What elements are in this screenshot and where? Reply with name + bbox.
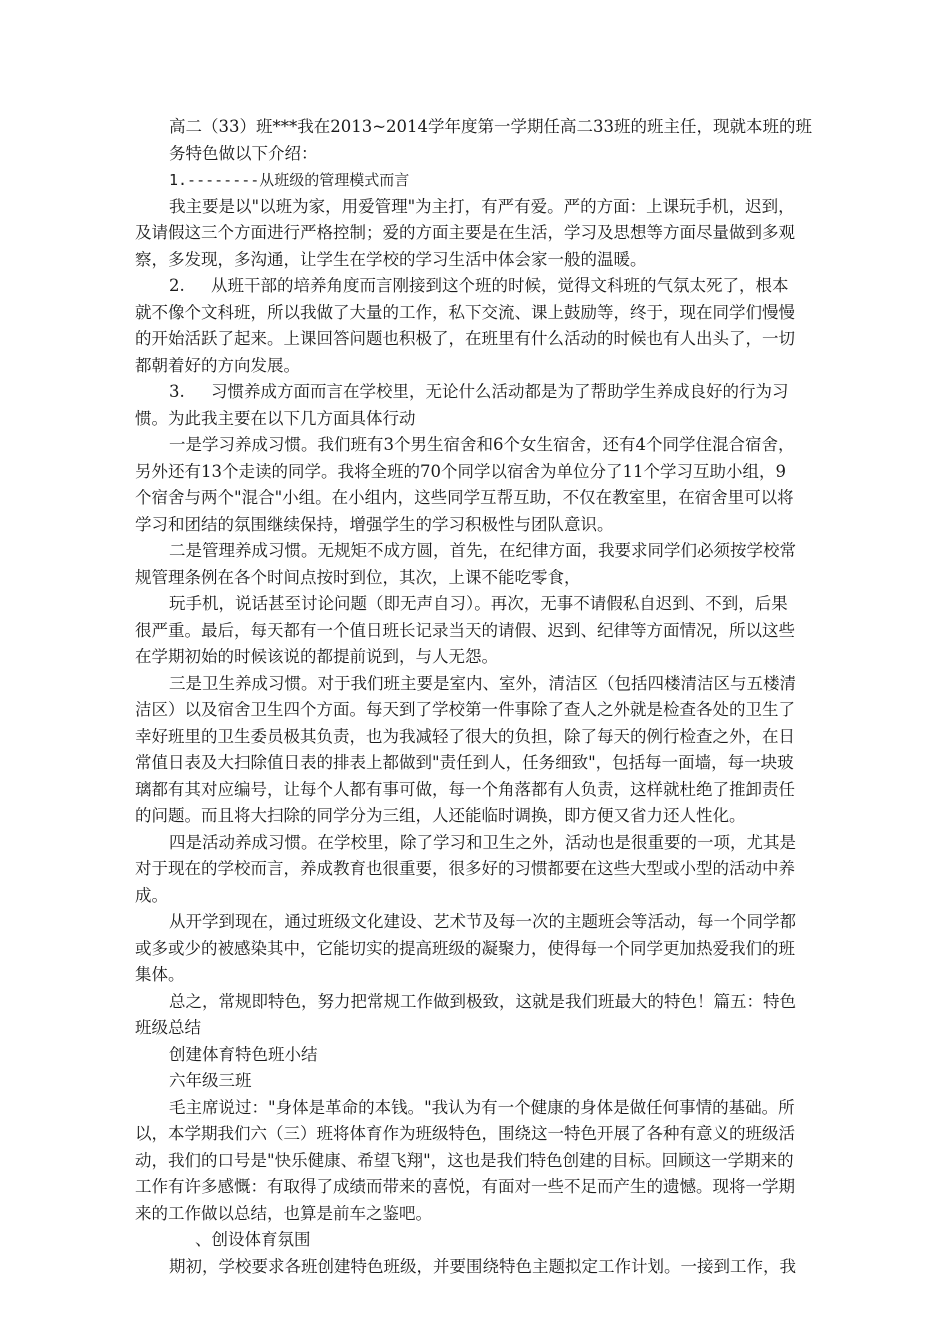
paragraph-line: 另外还有13个走读的同学。我将全班的70个同学以宿舍为单位分了11个学习互助小组，9 xyxy=(135,461,786,481)
paragraph-line: 从开学到现在，通过班级文化建设、艺术节及每一次的主题班会等活动，每一个同学都 xyxy=(169,912,796,931)
class-name: 六年级三班 xyxy=(169,1071,252,1090)
paragraph-line: 都朝着好的方向发展。 xyxy=(135,355,300,375)
paragraph-line: 三是卫生养成习惯。对于我们班主要是室内、室外，清洁区（包括四楼清洁区与五楼清 xyxy=(169,673,796,693)
paragraph-line: 很严重。最后，每天都有一个值日班长记录当天的请假、迟到、纪律等方面情况，所以这些 xyxy=(135,620,795,640)
paragraph-line: 毛主席说过："身体是革命的本钱。"我认为有一个健康的身体是做任何事情的基础。所 xyxy=(169,1097,795,1117)
section-title: 创建体育特色班小结 xyxy=(169,1044,318,1064)
paragraph-line: 四是活动养成习惯。在学校里，除了学习和卫生之外，活动也是很重要的一项，尤其是 xyxy=(169,832,796,852)
paragraph-line: 对于现在的学校而言，养成教育也很重要，很多好的习惯都要在这些大型或小型的活动中养 xyxy=(135,859,795,878)
paragraph-line: 就不像个文科班，所以我做了大量的工作，私下交流、课上鼓励等，终于，现在同学们慢慢 xyxy=(135,302,795,322)
paragraph-line: 务特色做以下介绍： xyxy=(169,143,318,163)
paragraph-line: 学习和团结的氛围继续保持，增强学生的学习积极性与团队意识。 xyxy=(135,514,614,534)
paragraph-line: 或多或少的被感染其中，它能切实的提高班级的凝聚力，使得每一个同学更加热爱我们的班 xyxy=(135,938,795,958)
paragraph-line: 我主要是以"以班为家，用爱管理"为主打，有严有爱。严的方面：上课玩手机，迟到， xyxy=(169,196,795,216)
paragraph-line: 成。 xyxy=(135,885,168,905)
paragraph-line: 来的工作做以总结，也算是前车之鉴吧。 xyxy=(135,1203,432,1223)
paragraph-line: 洁区）以及宿舍卫生四个方面。每天到了学校第一件事除了查人之外就是检查各处的卫生了 xyxy=(135,700,795,719)
paragraph-line: 班级总结 xyxy=(135,1018,201,1037)
paragraph-line: 以，本学期我们六（三）班将体育作为班级特色，围绕这一特色开展了各种有意义的班级活 xyxy=(135,1124,795,1143)
section-heading: 3. 习惯养成方面而言在学校里，无论什么活动都是为了帮助学生养成良好的行为习 xyxy=(169,382,789,401)
paragraph-line: 二是管理养成习惯。无规矩不成方圆，首先，在纪律方面，我要求同学们必须按学校常 xyxy=(169,541,796,560)
paragraph-line: 高二（33）班***我在2013~2014学年度第一学期任高二33班的班主任，现就本班的班 xyxy=(169,117,813,136)
paragraph-line: 察，多发现，多沟通，让学生在学校的学习生活中体会家一般的温暖。 xyxy=(135,249,647,269)
paragraph-line: 惯。为此我主要在以下几方面具体行动 xyxy=(135,408,416,428)
paragraph-line: 的开始活跃了起来。上课回答问题也积极了，在班里有什么活动的时候也有人出头了，一切 xyxy=(135,329,795,348)
paragraph-line: 工作有许多感慨：有取得了成绩而带来的喜悦，有面对一些不足而产生的遗憾。现将一学期 xyxy=(135,1177,795,1196)
paragraph-line: 动，我们的口号是"快乐健康、希望飞翔"，这也是我们特色创建的目标。回顾这一学期来的 xyxy=(135,1150,794,1170)
section-heading: 、创设体育氛围 xyxy=(195,1230,311,1249)
paragraph-line: 玩手机，说话甚至讨论问题（即无声自习）。再次，无事不请假私自迟到、不到，后果 xyxy=(169,594,788,613)
paragraph-line: 的问题。而且将大扫除的同学分为三组，人还能临时调换，即方便又省力还人性化。 xyxy=(135,806,746,825)
document-page xyxy=(135,114,819,1280)
paragraph-line: 在学期初始的时候该说的都提前说到，与人无怨。 xyxy=(135,647,498,666)
paragraph-line: 常值日表及大扫除值日表的排表上都做到"责任到人，任务细致"，包括每一面墙，每一块玻 xyxy=(135,753,794,772)
section-heading: 2. 从班干部的培养角度而言刚接到这个班的时候，觉得文科班的气氛太死了，根本 xyxy=(169,276,789,295)
paragraph-line: 幸好班里的卫生委员极其负责，也为我减轻了很大的负担，除了每天的例行检查之外，在日 xyxy=(135,726,795,746)
paragraph-line: 集体。 xyxy=(135,965,185,984)
section-heading: 1.--------从班级的管理模式而言 xyxy=(169,171,410,189)
paragraph-line: 期初，学校要求各班创建特色班级，并要围绕特色主题拟定工作计划。一接到工作，我 xyxy=(169,1256,796,1276)
paragraph-line: 总之，常规即特色，努力把常规工作做到极致，这就是我们班最大的特色！篇五：特色 xyxy=(169,991,796,1011)
paragraph-line: 规管理条例在各个时间点按时到位，其次，上课不能吃零食， xyxy=(135,567,581,587)
paragraph-line: 璃都有其对应编号，让每个人都有事可做，每一个角落都有人负责，这样就杜绝了推卸责任 xyxy=(135,779,795,799)
paragraph-line: 个宿舍与两个"混合"小组。在小组内，这些同学互帮互助，不仅在教室里，在宿舍里可以将 xyxy=(135,488,794,507)
paragraph-line: 及请假这三个方面进行严格控制；爱的方面主要是在生活，学习及思想等方面尽量做到多观 xyxy=(135,223,795,242)
paragraph-line: 一是学习养成习惯。我们班有3个男生宿舍和6个女生宿舍，还有4个同学住混合宿舍， xyxy=(169,435,795,454)
